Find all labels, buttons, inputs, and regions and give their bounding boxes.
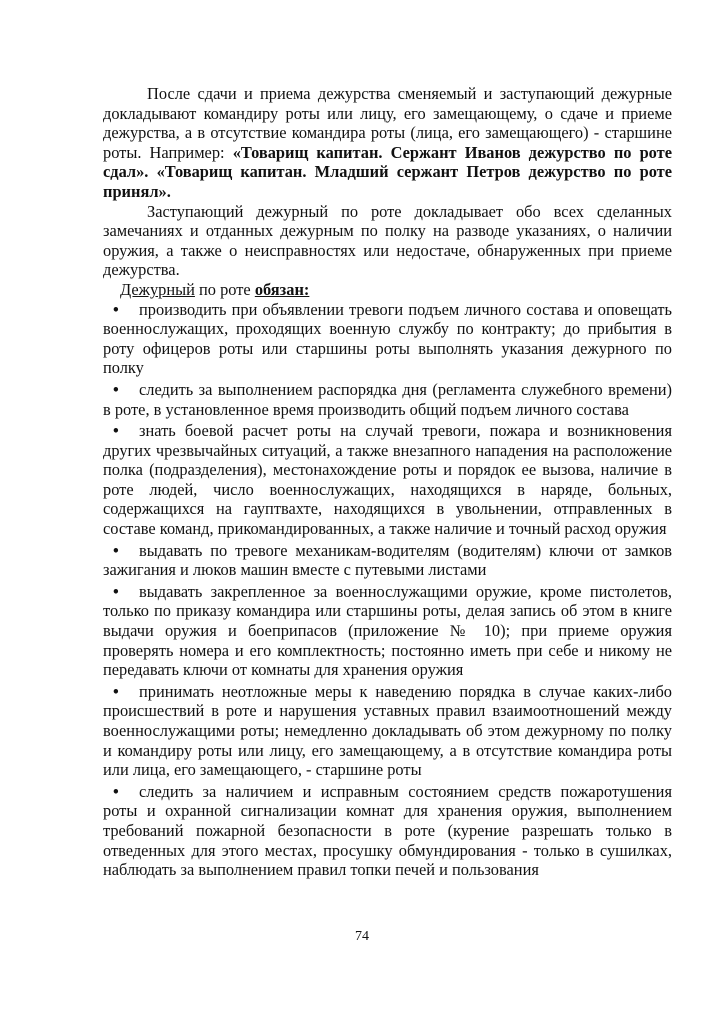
duty-text: принимать неотложные меры к наведению порядка в случае каких-либо происшествий в роте и нарушения уставных правил взаимоотношений между военнослужащими роты; немедленно докладывать об этом дежурному по полку и командиру роты или лицу, его замещающему, а в отсутствие командира роты или лица, его замещающего, - старшине роты xyxy=(103,681,672,780)
duty-item xyxy=(103,380,672,419)
duty-text: выдавать закрепленное за военнослужащими оружие, кроме пистолетов, только по приказу командира или старшины роты, делая запись об этом в книге выдачи оружия и боеприпасов (приложение № 10); при приеме оружия проверять номера и его комплектность; постоянно иметь при себе и никому не передавать ключи от комнаты для хранения оружия xyxy=(103,581,672,680)
duty-item xyxy=(103,300,672,378)
bullet-icon: • xyxy=(113,421,119,441)
bullet-icon: • xyxy=(113,540,119,560)
duties-heading xyxy=(103,280,672,300)
duty-item xyxy=(103,541,672,580)
duty-item xyxy=(103,682,672,780)
duty-item xyxy=(103,582,672,680)
duty-item xyxy=(103,782,672,880)
duty-text: следить за наличием и исправным состоянием средств пожаротушения роты и охранной сигнализации комнат для хранения оружия, выполнением требований пожарной безопасности в роте (курение разрешать только в отведенных для этого местах, просушку обмундирования - только в сушилках, наблюдать за выполнением правил топки печей и пользования xyxy=(103,781,672,880)
bullet-icon: • xyxy=(113,379,119,399)
duties-heading-subject: Дежурный xyxy=(120,279,195,299)
duty-text: знать боевой расчет роты на случай тревоги, пожара и возникновения других чрезвычайных ситуаций, а также внезапного нападения на расположение полка (подразделения), местонахождение роты и порядок ее вызова, наличие в роте людей, число военнослужащих, находящихся в наряде, больных, содержащихся на гауптвахте, находящихся в увольнении, отправленных в составе команд, прикомандированных, а также наличие и точный расход оружия xyxy=(103,421,672,539)
duty-text: производить при объявлении тревоги подъем личного состава и оповещать военнослужащих, проходящих военную службу по контракту; до прибытия в роту офицеров роты или старшины роты выполнять указания дежурного по полку xyxy=(103,299,672,378)
duty-text: выдавать по тревоге механикам-водителям (водителям) ключи от замков зажигания и люков машин вместе с путевыми листами xyxy=(103,540,672,580)
duty-item xyxy=(103,421,672,539)
page-number: 74 xyxy=(355,929,369,944)
duties-list xyxy=(103,300,672,880)
duties-heading-middle: по роте xyxy=(194,279,255,299)
paragraph-incoming-duty-report: Заступающий дежурный по роте докладывает обо всех сделанных замечаниях и отданных дежурным по полку на разводе указаниях, о наличии оружия, а также о неисправностях или недостаче, обнаруженных при приеме дежурства. xyxy=(103,201,672,280)
paragraph-handover-report xyxy=(103,84,672,202)
duty-text: следить за выполнением распорядка дня (регламента служебного времени) в роте, в установленное время производить общий подъем личного состава xyxy=(103,379,672,419)
document-body xyxy=(103,84,672,880)
bullet-icon: • xyxy=(113,781,119,801)
bullet-icon: • xyxy=(113,681,119,701)
duties-heading-obliged: обязан: xyxy=(254,279,310,299)
bullet-icon: • xyxy=(113,581,119,601)
paragraph-handover-text: После сдачи и приема дежурства сменяемый и заступающий дежурные докладывают командиру роты или лицу, его замещающему, о сдаче и приеме дежурства, а в отсутствие командира роты (лица, его замещающего) - старшине роты. Например: xyxy=(103,84,672,162)
bullet-icon: • xyxy=(113,299,119,319)
paragraph-handover-example: «Товарищ капитан. Сержант Иванов дежурство по роте сдал». «Товарищ капитан. Младший сержант Петров дежурство по роте принял». xyxy=(103,142,672,201)
